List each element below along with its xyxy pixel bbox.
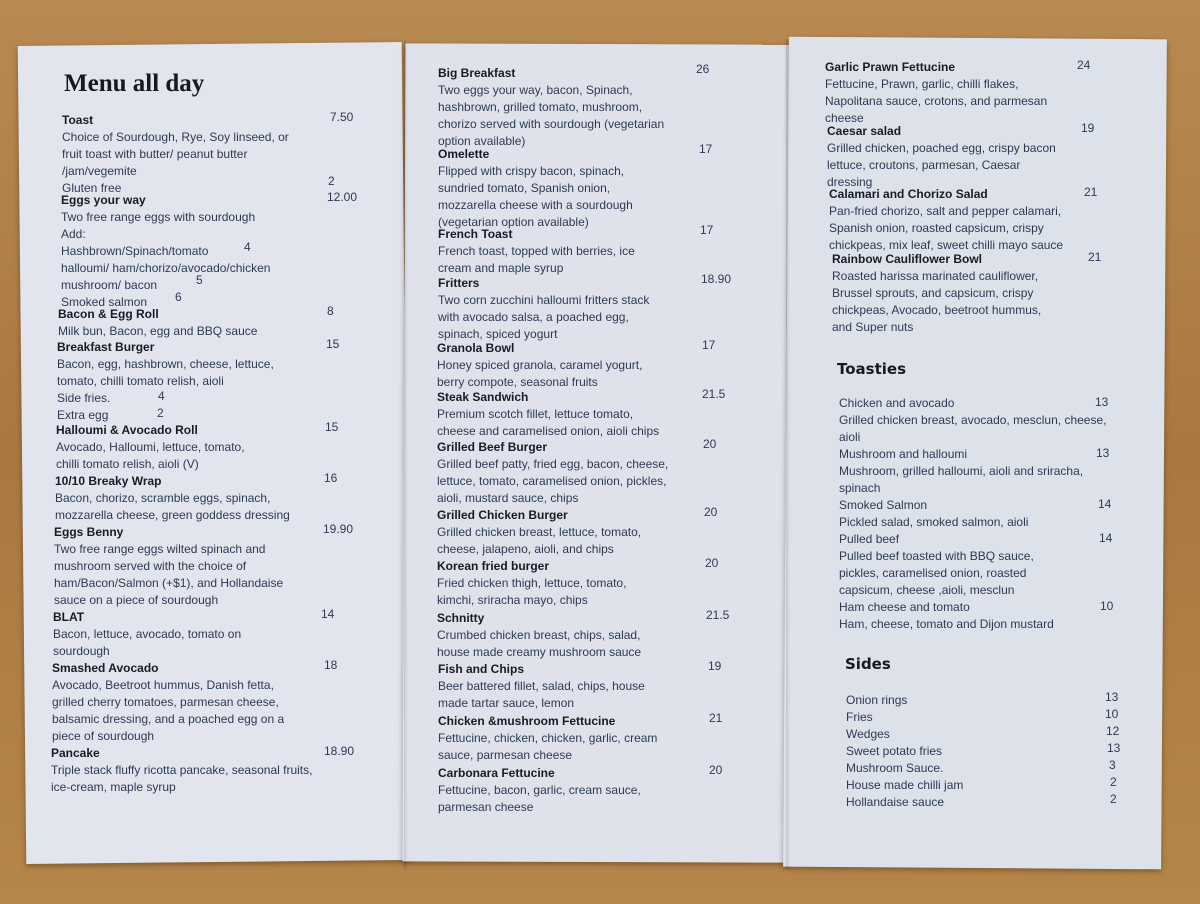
item-desc: Fettucine, Prawn, garlic, chilli flakes, [825,77,1019,91]
side-item: Wedges [846,727,890,741]
item-price: 18 [324,658,338,672]
item-desc: Crumbed chicken breast, chips, salad, [437,628,641,642]
item-name: Pancake [51,746,100,760]
item-name: Schnitty [437,611,485,625]
item-desc: Avocado, Beetroot hummus, Danish fetta, [52,678,274,692]
menu-item [61,192,270,311]
item-desc: Choice of Sourdough, Rye, Soy linseed, or [62,130,289,144]
menu-item [438,765,641,816]
item-desc: Ham, cheese, tomato and Dijon mustard [839,617,1054,631]
item-desc: Bacon, lettuce, avocado, tomato on [53,627,242,641]
item-name: Omelette [438,147,490,161]
item-desc: Bacon, egg, hashbrown, cheese, lettuce, [57,357,274,371]
item-price: 17 [699,142,713,156]
item-price: 20 [709,763,723,777]
item-desc: chorizo served with sourdough (vegetarian [438,117,665,131]
item-price: 20 [704,505,718,519]
item-desc: Roasted harissa marinated cauliflower, [832,269,1039,283]
item-desc: and Super nuts [832,320,914,334]
item-desc: sauce on a piece of sourdough [54,593,219,607]
item-name: Pulled beef [839,532,900,546]
menu-item [55,473,290,524]
menu-item [829,186,1063,254]
item-desc: Two free range eggs with sourdough [61,210,256,224]
item-desc: French toast, topped with berries, ice [438,244,635,258]
item-price: 17 [702,338,716,352]
item-price: 18.90 [324,744,355,758]
menu-item [437,507,641,558]
item-desc: mushroom served with the choice of [54,559,247,573]
item-extra: Gluten free [62,181,122,195]
item-price: 19.90 [323,522,354,536]
item-desc: Mushroom, grilled halloumi, aioli and sriracha, [839,464,1084,478]
item-desc: cheese and caramelised onion, aioli chips [437,424,660,438]
item-desc: tomato, chilli tomato relish, aioli [57,374,224,388]
item-desc: sourdough [53,644,110,658]
menu-item [53,609,241,660]
item-name: Eggs your way [61,193,146,207]
item-price: 13 [1096,446,1110,460]
item-desc: made tartar sauce, lemon [438,696,575,710]
item-desc: Spanish onion, roasted capsicum, crispy [829,221,1044,235]
side-item: Sweet potato fries [846,744,943,758]
item-desc: Premium scotch fillet, lettuce tomato, [437,407,634,421]
item-desc: with avocado salsa, a poached egg, [438,310,629,324]
menu-item [438,226,635,277]
item-desc: balsamic dressing, and a poached egg on a [52,712,285,726]
menu-item [437,558,626,609]
item-desc: Grilled chicken, poached egg, crispy bacon [827,141,1056,155]
item-desc: house made creamy mushroom sauce [437,645,642,659]
item-desc: Pan-fried chorizo, salt and pepper calamari, [829,204,1062,218]
item-price: 21 [1088,250,1102,264]
item-desc: Two free range eggs wilted spinach and [54,542,266,556]
item-price: 2 [1110,775,1117,789]
menu-item [438,65,664,150]
item-desc: sauce, parmesan cheese [438,748,573,762]
item-desc: hashbrown, grilled tomato, mushroom, [438,100,643,114]
item-desc: cream and maple syrup [438,261,564,275]
item-desc: ham/Bacon/Salmon (+$1), and Hollandaise [54,576,284,590]
item-price: 7.50 [330,110,354,124]
item-desc: lettuce, tomato, caramelised onion, pickles, [437,474,667,488]
item-price: 19 [1081,121,1095,135]
item-desc: Triple stack fluffy ricotta pancake, seasonal fruits, [51,763,313,777]
item-name: 10/10 Breaky Wrap [55,474,162,488]
item-desc: mozzarella cheese, green goddess dressing [55,508,290,522]
menu-item [58,306,257,340]
item-desc: grilled cherry tomatoes, parmesan cheese, [52,695,279,709]
item-name: Chicken and avocado [839,396,955,410]
side-item: Mushroom Sauce. [846,761,944,775]
item-name: Grilled Beef Burger [437,440,548,454]
item-price: 26 [696,62,710,76]
menu-item [62,112,289,197]
item-price: 15 [325,420,339,434]
item-desc: berry compote, seasonal fruits [437,375,598,389]
item-price: 15 [326,337,340,351]
item-price: 14 [1098,497,1112,511]
menu-item [52,660,284,745]
item-add: Extra egg [57,408,109,422]
item-desc: Two corn zucchini halloumi fritters stack [438,293,650,307]
section-title-sides: Sides [845,655,891,673]
item-price: 18.90 [701,272,732,286]
menu-item [56,422,245,473]
item-name: Garlic Prawn Fettucine [825,60,956,74]
item-desc: lettuce, croutons, parmesan, Caesar [827,158,1021,172]
menu-item [832,251,1041,336]
item-add: halloumi/ ham/chorizo/avocado/chicken [61,261,271,275]
menu-item [54,524,283,609]
item-name: Fritters [438,276,480,290]
item-name: Eggs Benny [54,525,124,539]
item-desc: chilli tomato relish, aioli (V) [56,457,199,471]
item-desc: Honey spiced granola, caramel yogurt, [437,358,643,372]
item-price: 13 [1105,690,1119,704]
menu-item [51,745,312,796]
item-desc: Pickled salad, smoked salmon, aioli [839,515,1029,529]
item-desc: Two eggs your way, bacon, Spinach, [438,83,633,97]
item-price: 17 [700,223,714,237]
menu-item [437,340,642,391]
item-desc: sundried tomato, Spanish onion, [438,181,611,195]
menu-item [438,661,645,712]
item-price: 20 [703,437,717,451]
item-name: Bacon & Egg Roll [58,307,159,321]
item-desc: chickpeas, mix leaf, sweet chilli mayo sauce [829,238,1064,252]
item-price: 21 [1084,185,1098,199]
menu-title: Menu all day [64,70,205,97]
item-desc: piece of sourdough [52,729,155,743]
item-name: Steak Sandwich [437,390,529,404]
side-item: Fries [846,710,873,724]
item-desc: Bacon, chorizo, scramble eggs, spinach, [55,491,271,505]
item-desc: kimchi, sriracha mayo, chips [437,593,588,607]
item-desc: Napolitana sauce, crotons, and parmesan [825,94,1048,108]
menu-item [438,146,633,231]
menu-item [437,610,641,661]
item-price: 10 [1105,707,1119,721]
item-desc: chickpeas, Avocado, beetroot hummus, [832,303,1042,317]
item-name: Chicken &mushroom Fettucine [438,714,616,728]
menu-item [438,713,657,764]
item-desc: Fettucine, chicken, chicken, garlic, cream [438,731,658,745]
item-desc: Grilled chicken breast, lettuce, tomato, [437,525,642,539]
item-desc: Flipped with crispy bacon, spinach, [438,164,625,178]
item-name: Mushroom and halloumi [839,447,968,461]
item-desc: Grilled beef patty, fried egg, bacon, cheese, [437,457,669,471]
menu-item [438,275,649,343]
item-desc: Beer battered fillet, salad, chips, house [438,679,645,693]
item-name: Grilled Chicken Burger [437,508,568,522]
item-name: Breakfast Burger [57,340,155,354]
side-item: Hollandaise sauce [846,795,945,809]
menu-item [437,389,659,440]
item-add: Smoked salmon [61,295,148,309]
menu-item [827,123,1056,191]
item-desc: Fettucine, bacon, garlic, cream sauce, [438,783,641,797]
item-desc: Fried chicken thigh, lettuce, tomato, [437,576,627,590]
item-desc: spinach [839,481,881,495]
item-desc: /jam/vegemite [62,164,137,178]
item-desc: parmesan cheese [438,800,534,814]
item-name: Korean fried burger [437,559,550,573]
item-price: 21 [709,711,723,725]
item-price: 20 [705,556,719,570]
item-desc: Avocado, Halloumi, lettuce, tomato, [56,440,245,454]
item-desc: Add: [61,227,86,241]
item-desc: cheese, jalapeno, aioli, and chips [437,542,614,556]
item-desc: aioli [839,430,861,444]
item-price: 14 [321,607,335,621]
item-desc: mozzarella cheese with a sourdough [438,198,633,212]
item-name: Big Breakfast [438,66,516,80]
item-price: 21.5 [702,387,726,401]
item-name: Ham cheese and tomato [839,600,970,614]
item-price: 12 [1106,724,1120,738]
item-name: Fish and Chips [438,662,525,676]
item-price: 12.00 [327,190,358,204]
item-name: Rainbow Cauliflower Bowl [832,252,983,266]
item-desc: pickles, caramelised onion, roasted [839,566,1027,580]
item-name: Halloumi & Avocado Roll [56,423,198,437]
item-desc: fruit toast with butter/ peanut butter [62,147,248,161]
side-item: Onion rings [846,693,908,707]
item-name: Caesar salad [827,124,902,138]
item-add: Hashbrown/Spinach/tomato [61,244,209,258]
item-price: 4 [244,240,251,254]
side-item: House made chilli jam [846,778,964,792]
item-price: 6 [175,290,182,304]
item-name: Smashed Avocado [52,661,159,675]
item-add: mushroom/ bacon [61,278,158,292]
item-desc: cheese [825,111,864,125]
sides-list [846,692,963,811]
item-desc: ice-cream, maple syrup [51,780,176,794]
item-price: 24 [1077,58,1091,72]
fold-line [786,40,790,870]
item-price: 14 [1099,531,1113,545]
item-desc: Milk bun, Bacon, egg and BBQ sauce [58,324,258,338]
item-desc: Grilled chicken breast, avocado, mesclun, cheese, [839,413,1107,427]
item-name: Smoked Salmon [839,498,928,512]
item-name: Calamari and Chorizo Salad [829,187,988,201]
item-name: BLAT [53,610,85,624]
item-desc: Pulled beef toasted with BBQ sauce, [839,549,1034,563]
menu-item [57,339,274,424]
item-price: 10 [1100,599,1114,613]
item-desc: aioli, mustard sauce, chips [437,491,579,505]
item-desc: (vegetarian option available) [438,215,589,229]
item-price: 19 [708,659,722,673]
item-desc: dressing [827,175,873,189]
item-price: 4 [158,389,165,403]
item-desc: capsicum, cheese ,aioli, mesclun [839,583,1015,597]
item-price: 5 [196,273,203,287]
item-name: Toast [62,113,94,127]
menu-item [437,439,668,507]
item-desc: spinach, spiced yogurt [438,327,558,341]
fold-line [404,40,408,870]
item-name: Granola Bowl [437,341,515,355]
item-price: 2 [328,174,335,188]
item-desc: Brussel sprouts, and capsicum, crispy [832,286,1034,300]
menu-item [825,59,1047,127]
item-price: 16 [324,471,338,485]
item-desc: option available) [438,134,526,148]
item-price: 2 [1110,792,1117,806]
section-title-toasties: Toasties [837,360,907,378]
item-price: 3 [1109,758,1116,772]
item-price: 8 [327,304,334,318]
item-price: 13 [1095,395,1109,409]
item-price: 21.5 [706,608,730,622]
item-price: 13 [1107,741,1121,755]
item-add: Side fries. [57,391,111,405]
item-name: Carbonara Fettucine [438,766,555,780]
item-price: 2 [157,406,164,420]
item-name: French Toast [438,227,513,241]
